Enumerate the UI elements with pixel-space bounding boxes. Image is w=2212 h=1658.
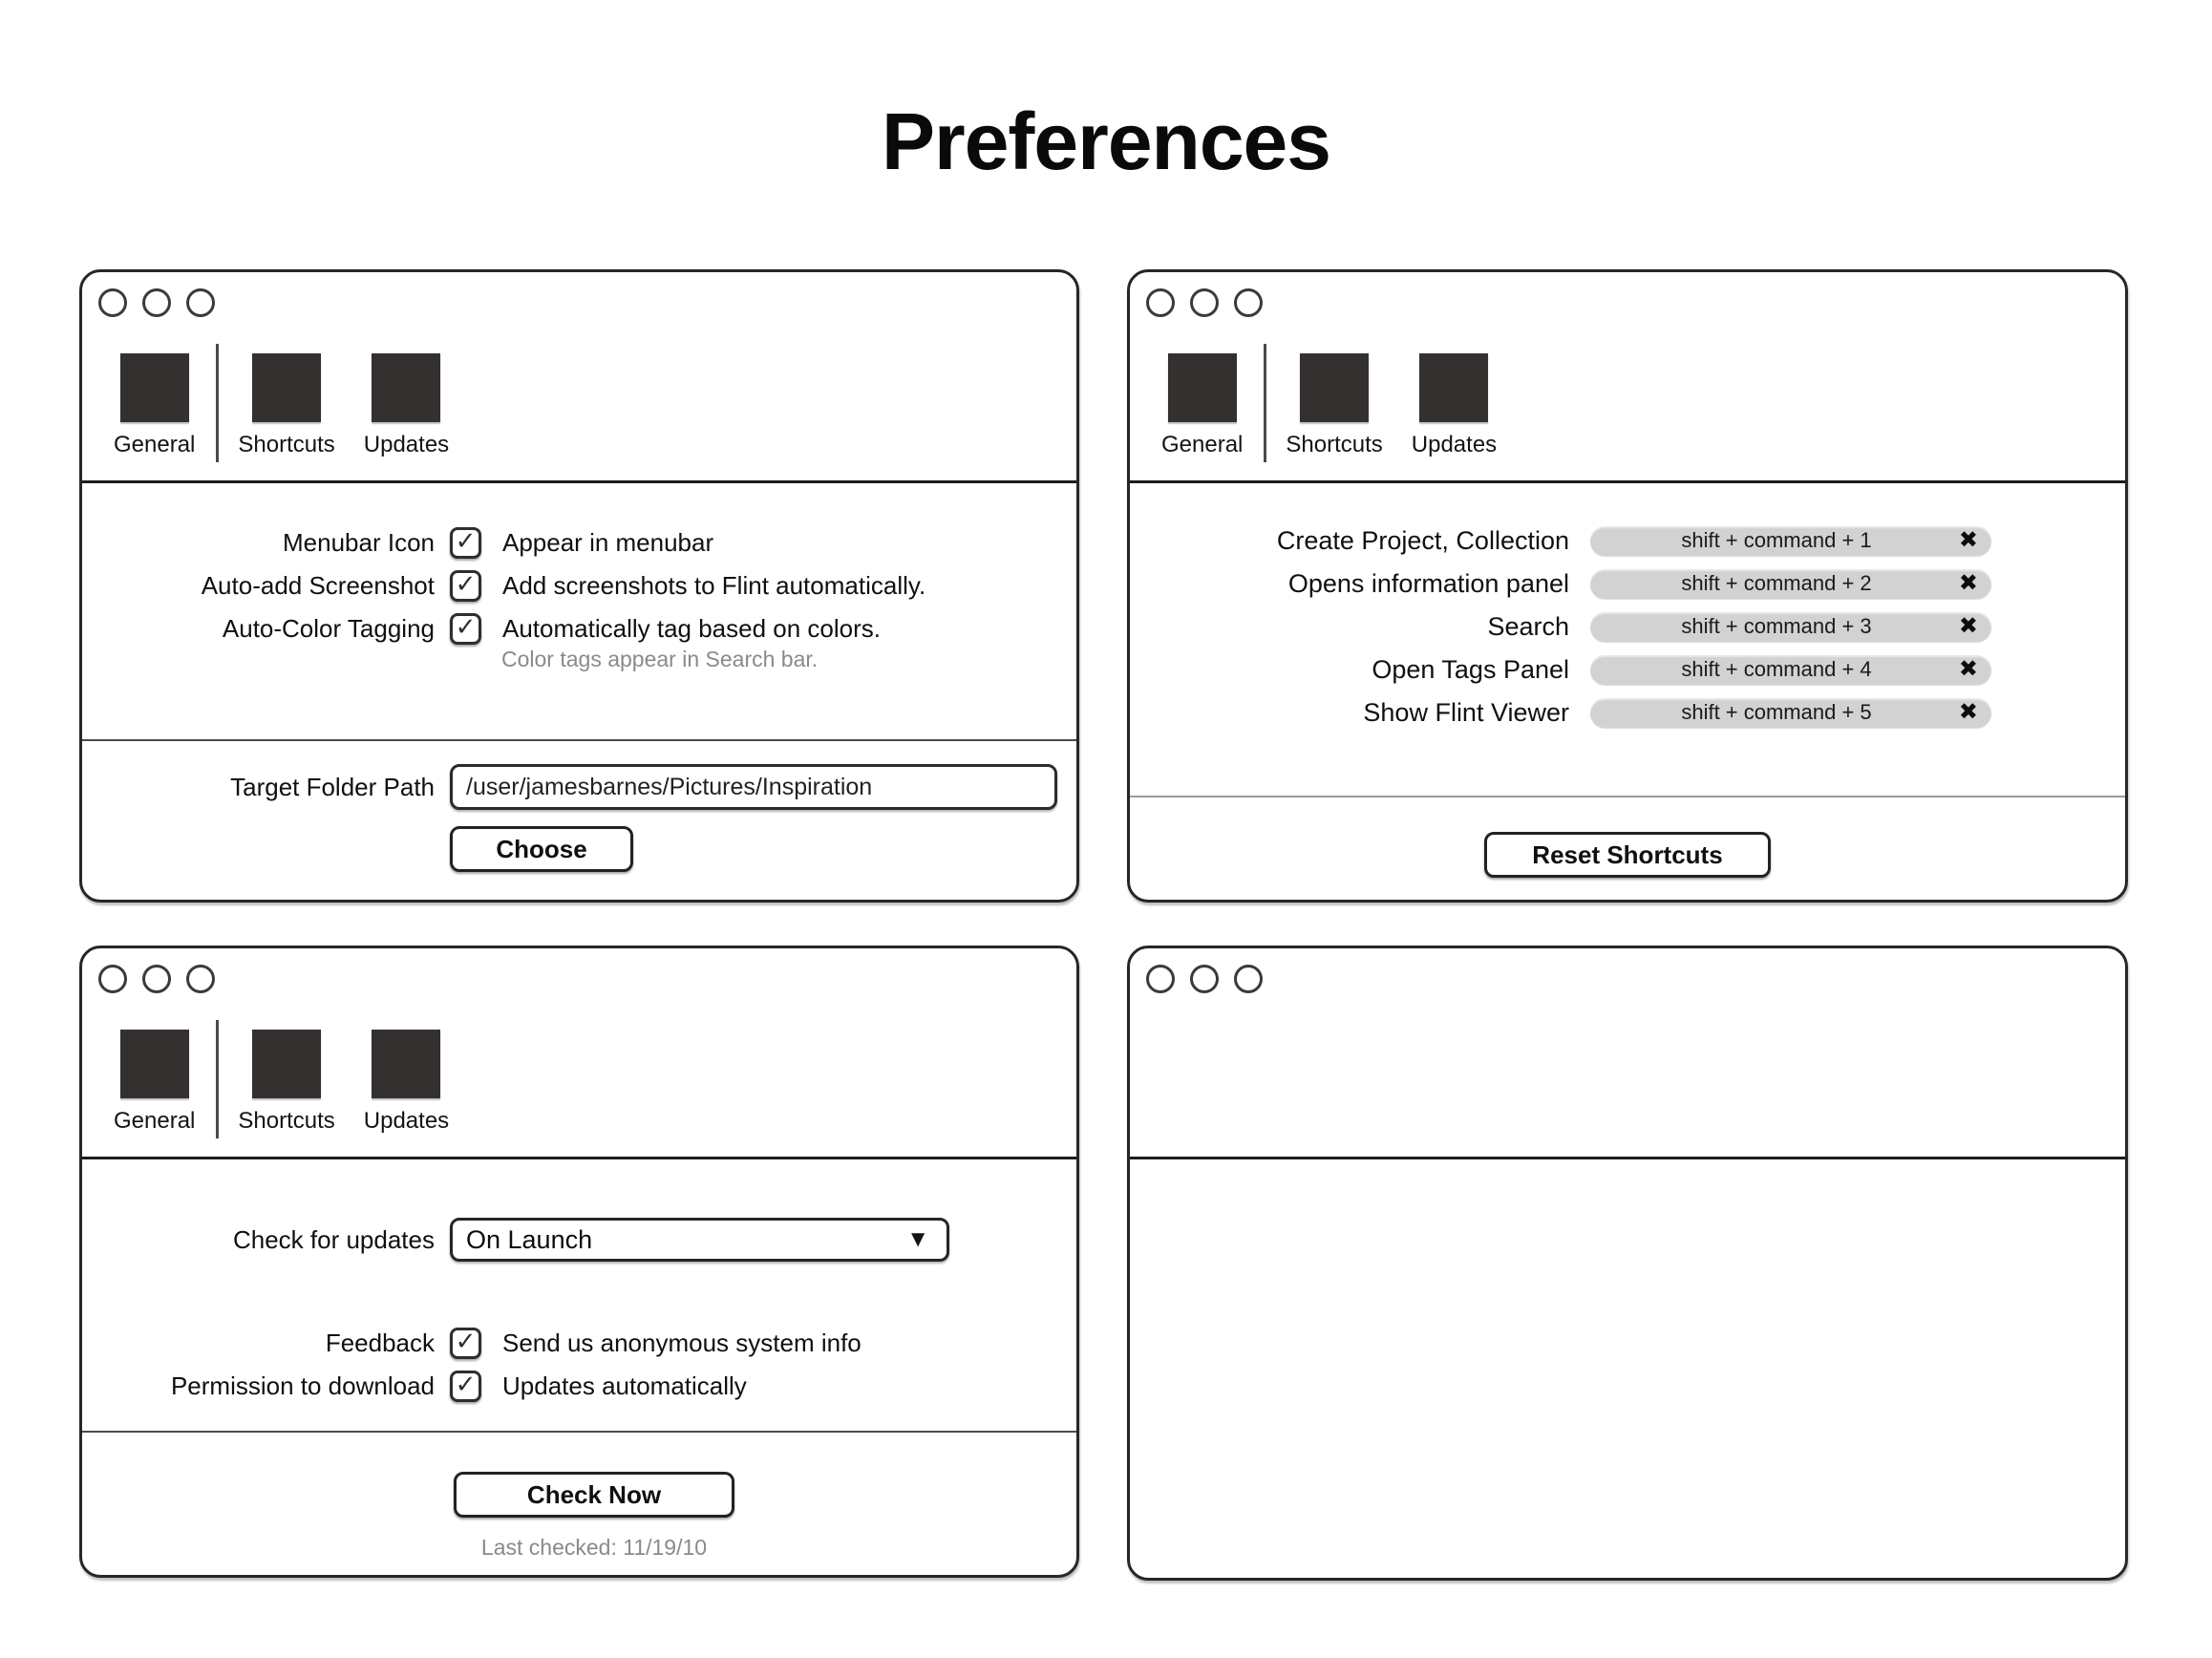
tab-label: General: [1161, 432, 1244, 457]
shortcut-row: [1130, 609, 2125, 644]
permission-to-download-checkbox[interactable]: [450, 1371, 481, 1402]
remove-shortcut-icon[interactable]: ✖: [1958, 570, 1978, 596]
tab-label: Shortcuts: [238, 1108, 335, 1134]
tab-label: Shortcuts: [238, 432, 335, 457]
shortcut-keys: shift + command + 3: [1681, 614, 1872, 638]
auto-color-tagging-row: [82, 611, 1076, 646]
target-folder-path-input[interactable]: [450, 764, 1057, 810]
shortcuts-preferences-window: [1127, 269, 2128, 903]
window-minimize-button[interactable]: [142, 965, 171, 993]
auto-color-tagging-checkbox[interactable]: [450, 613, 481, 645]
shortcut-key-pill[interactable]: [1590, 698, 1991, 728]
preferences-toolbar: [114, 353, 449, 462]
section-divider: [82, 739, 1076, 741]
auto-color-tagging-label: Auto-Color Tagging: [222, 613, 435, 643]
updates-tab-icon: [372, 1030, 440, 1098]
tab-general[interactable]: [114, 353, 195, 458]
shortcuts-tab-icon: [1300, 353, 1369, 422]
menubar-icon-row: [82, 525, 1076, 560]
window-controls: [1146, 965, 1263, 993]
menubar-icon-description: Appear in menubar: [502, 527, 714, 557]
tab-general[interactable]: [114, 1030, 195, 1135]
remove-shortcut-icon[interactable]: ✖: [1958, 613, 1978, 639]
feedback-label: Feedback: [325, 1328, 435, 1357]
shortcut-key-pill[interactable]: [1590, 655, 1991, 685]
toolbar-separator: [216, 344, 219, 462]
window-controls: [1146, 288, 1263, 317]
tab-shortcuts[interactable]: [238, 353, 334, 458]
window-zoom-button[interactable]: [186, 288, 215, 317]
auto-add-screenshot-checkbox[interactable]: [450, 570, 481, 602]
tab-updates[interactable]: [364, 1030, 449, 1135]
shortcut-keys: shift + command + 5: [1681, 700, 1872, 724]
preferences-toolbar: [1161, 353, 1497, 462]
shortcut-label: Open Tags Panel: [1372, 654, 1569, 684]
shortcut-key-pill[interactable]: [1590, 612, 1991, 642]
window-minimize-button[interactable]: [1190, 965, 1219, 993]
updates-preferences-window: [79, 946, 1079, 1578]
tab-label: Updates: [363, 432, 450, 457]
choose-button[interactable]: Choose: [450, 826, 633, 872]
feedback-description: Send us anonymous system info: [502, 1328, 861, 1357]
shortcut-label: Search: [1487, 611, 1569, 641]
permission-to-download-description: Updates automatically: [502, 1371, 747, 1400]
auto-color-tagging-description: Automatically tag based on colors.: [502, 613, 881, 643]
check-for-updates-label: Check for updates: [232, 1224, 435, 1254]
page-title: Preferences: [882, 96, 1330, 186]
updates-tab-icon: [372, 353, 440, 422]
auto-add-screenshot-row: [82, 568, 1076, 603]
shortcut-row: [1130, 523, 2125, 558]
toolbar-divider: [82, 1157, 1076, 1159]
window-close-button[interactable]: [98, 288, 127, 317]
toolbar-divider: [1130, 1157, 2125, 1159]
check-for-updates-dropdown[interactable]: [450, 1218, 949, 1262]
reset-shortcuts-button[interactable]: Reset Shortcuts: [1484, 832, 1771, 878]
tab-label: General: [114, 1108, 196, 1134]
tab-shortcuts[interactable]: [238, 1030, 334, 1135]
window-close-button[interactable]: [1146, 965, 1175, 993]
menubar-icon-checkbox[interactable]: [450, 527, 481, 559]
preferences-toolbar: [114, 1030, 449, 1138]
permission-to-download-label: Permission to download: [170, 1371, 435, 1400]
menubar-icon-label: Menubar Icon: [283, 527, 435, 557]
color-tags-hint: Color tags appear in Search bar.: [501, 647, 819, 671]
shortcut-row: [1130, 695, 2125, 730]
window-zoom-button[interactable]: [1234, 288, 1263, 317]
window-close-button[interactable]: [98, 965, 127, 993]
general-tab-icon: [120, 353, 189, 422]
permission-to-download-row: [82, 1369, 1076, 1403]
tab-updates[interactable]: [1412, 353, 1497, 458]
toolbar-separator: [216, 1020, 219, 1138]
shortcut-row: [1130, 652, 2125, 687]
tab-updates[interactable]: [364, 353, 449, 458]
tab-general[interactable]: [1161, 353, 1243, 458]
window-zoom-button[interactable]: [1234, 965, 1263, 993]
tab-label: Shortcuts: [1286, 432, 1383, 457]
dropdown-selected-value: On Launch: [466, 1224, 593, 1254]
last-checked-text: Last checked: 11/19/10: [480, 1535, 708, 1560]
shortcut-row: [1130, 566, 2125, 601]
shortcut-keys: shift + command + 1: [1681, 528, 1872, 552]
check-icon: ✓: [455, 568, 477, 598]
feedback-checkbox[interactable]: [450, 1328, 481, 1359]
check-icon: ✓: [455, 525, 477, 555]
remove-shortcut-icon[interactable]: ✖: [1958, 656, 1978, 682]
toolbar-separator: [1264, 344, 1266, 462]
general-tab-icon: [1168, 353, 1237, 422]
window-controls: [98, 965, 215, 993]
general-preferences-window: [79, 269, 1079, 903]
window-close-button[interactable]: [1146, 288, 1175, 317]
section-divider: [82, 1431, 1076, 1433]
shortcut-label: Create Project, Collection: [1276, 525, 1569, 555]
empty-preferences-window: [1127, 946, 2128, 1581]
shortcut-keys: shift + command + 2: [1681, 571, 1872, 595]
tab-label: Updates: [1411, 432, 1498, 457]
tab-label: Updates: [363, 1108, 450, 1134]
remove-shortcut-icon[interactable]: ✖: [1958, 699, 1978, 725]
general-tab-icon: [120, 1030, 189, 1098]
toolbar-divider: [1130, 480, 2125, 483]
window-minimize-button[interactable]: [1190, 288, 1219, 317]
shortcut-key-pill[interactable]: [1590, 526, 1991, 556]
updates-tab-icon: [1419, 353, 1488, 422]
dropdown-arrow-icon: ▼: [906, 1226, 929, 1252]
window-controls: [98, 288, 215, 317]
shortcuts-tab-icon: [252, 353, 321, 422]
tab-shortcuts[interactable]: [1286, 353, 1382, 458]
toolbar-divider: [82, 480, 1076, 483]
check-icon: ✓: [455, 611, 477, 641]
shortcut-label: Opens information panel: [1287, 568, 1569, 598]
remove-shortcut-icon[interactable]: ✖: [1958, 527, 1978, 553]
auto-add-screenshot-label: Auto-add Screenshot: [201, 570, 435, 600]
tab-label: General: [114, 432, 196, 457]
shortcut-key-pill[interactable]: [1590, 569, 1991, 599]
check-now-button[interactable]: Check Now: [454, 1472, 734, 1518]
target-folder-label: Target Folder Path: [230, 772, 435, 801]
shortcuts-tab-icon: [252, 1030, 321, 1098]
window-minimize-button[interactable]: [142, 288, 171, 317]
section-divider: [1130, 796, 2125, 797]
shortcut-keys: shift + command + 4: [1681, 657, 1872, 681]
target-folder-row: [82, 764, 1076, 810]
feedback-row: [82, 1326, 1076, 1360]
check-icon: ✓: [455, 1369, 477, 1398]
shortcut-label: Show Flint Viewer: [1363, 697, 1569, 727]
auto-add-screenshot-description: Add screenshots to Flint automatically.: [502, 570, 926, 600]
check-icon: ✓: [455, 1326, 477, 1355]
window-zoom-button[interactable]: [186, 965, 215, 993]
check-for-updates-row: [82, 1218, 1076, 1262]
